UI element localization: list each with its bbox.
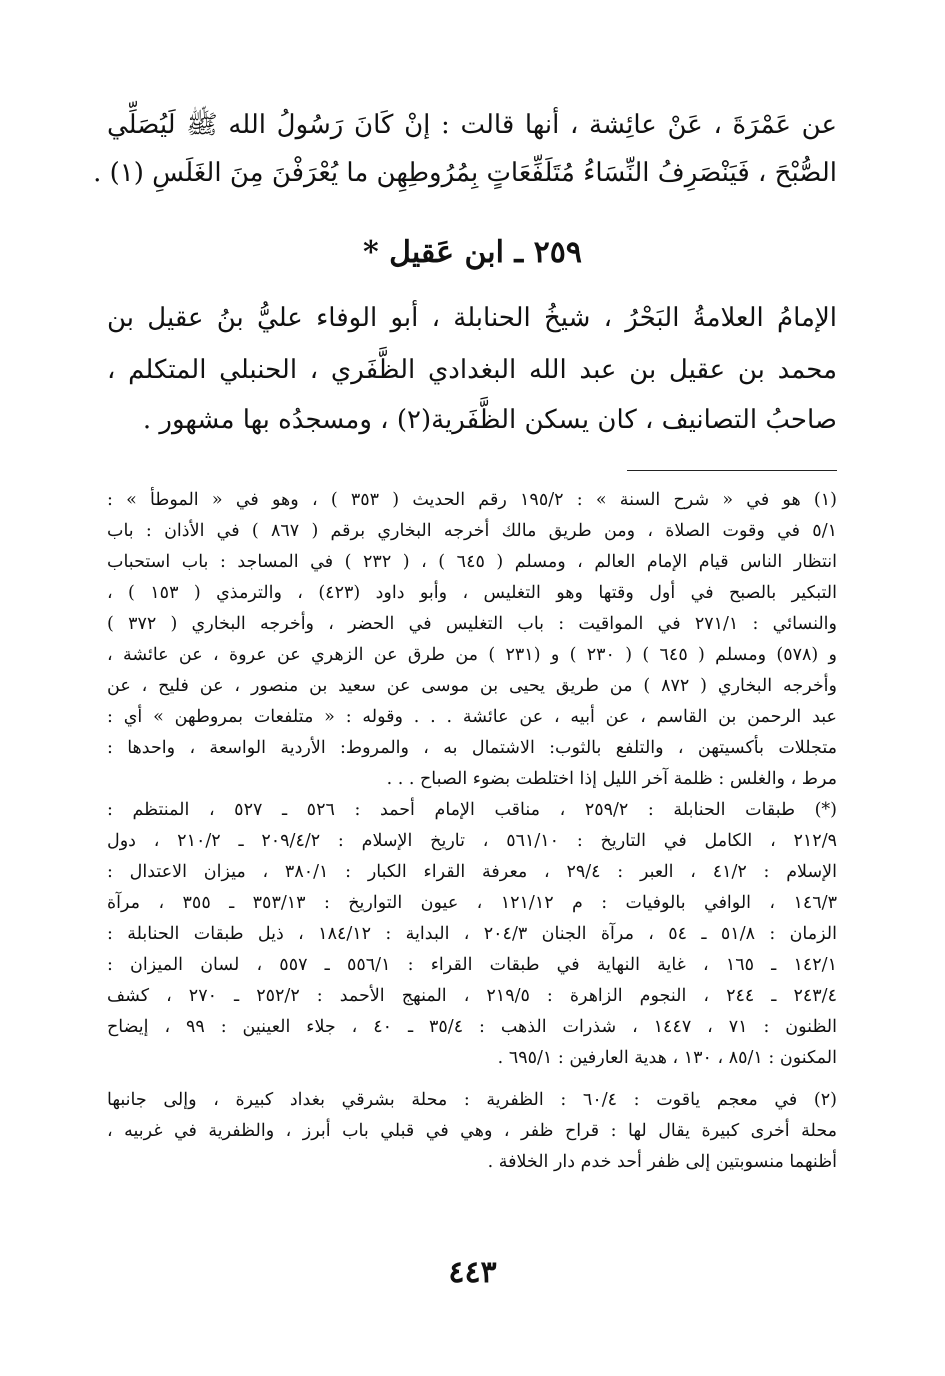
bio-line-3: صاحبُ التصانيف ، كان يسكن الظَّفَرية(٢) ، ومسجدُه بها مشهور . (142, 405, 837, 435)
footnote-line: محلة أخرى كبيرة يقال لها : قراح ظفر ، وهي في قبلي باب أبرز ، والظفرية في غربيه ، (107, 1121, 837, 1141)
footnote-line: مرط ، والغلس : ظلمة آخر الليل إذا اختلطت بضوء الصباح . . . (386, 769, 837, 789)
section-heading: ٢٥٩ ـ ابن عَقيل * (363, 235, 582, 270)
intro-line-1: عن عَمْرَةَ ، عَنْ عائِشة ، أنها قالت : إنْ كَانَ رَسُولُ الله ﷺ لَيُصَلِّي (107, 110, 837, 140)
footnote-line: انتظار الناس قيام الإمام العالم ، ومسلم ( ٦٤٥ ) ، ( ٢٣٢ ) في المساجد : باب استحباب (107, 552, 837, 572)
footnote-line: (*) طبقات الحنابلة : ٢٥٩/٢ ، مناقب الإمام أحمد : ٥٢٦ ـ ٥٢٧ ، المنتظم : (107, 800, 837, 820)
footnote-line: عبد الرحمن بن القاسم ، عن أبيه ، عن عائشة . . . وقوله : « متلفعات بمروطهن » أي : (107, 707, 837, 727)
footnote-line: و (٥٧٨) ومسلم ( ٦٤٥ ) ( ٢٣٠ ) و (٢٣١ ) من طرق عن الزهري عن عروة ، عن عائشة ، (107, 645, 837, 665)
footnote-line: المكنون : ٨٥/١ ، ١٣٠ ، هدية العارفين : ٦٩٥/١ . (497, 1048, 837, 1068)
page-number: ٤٤٣ (448, 1255, 497, 1290)
bio-line-1: الإمامُ العلامةُ البَحْرُ ، شيخُ الحنابلة ، أبو الوفاء عليُّ بنُ عقيل بن (107, 303, 837, 333)
footnote-separator (627, 470, 837, 471)
footnote-line: وأخرجه البخاري ( ٨٧٢ ) من طريق يحيى بن موسى عن سعيد بن منصور ، عن فليح ، عن (107, 676, 837, 696)
footnote-line: ٢٤٣/٤ ـ ٢٤٤ ، النجوم الزاهرة : ٢١٩/٥ ، المنهج الأحمد : ٢٥٢/٢ ـ ٢٧٠ ، كشف (107, 986, 837, 1006)
footnote-line: ١٤٦/٣ ، الوافي بالوفيات : م ١٢١/١٢ ، عيون التواريخ : ٣٥٣/١٣ ـ ٣٥٥ ، مرآة (107, 893, 837, 913)
footnote-line: أظنهما منسوبتين إلى ظفر أحد خدم دار الخلافة . (487, 1152, 837, 1172)
footnote-line: (١) هو في « شرح السنة » : ١٩٥/٢ رقم الحديث ( ٣٥٣ ) ، وهو في « الموطأ » : (107, 490, 837, 510)
intro-line-2: الصُّبْحَ ، فَيَنْصَرِفُ النِّسَاءُ مُتَلَفِّعَاتٍ بِمُرُوطِهِن ما يُعْرَفْنَ مِنَ الغَلَسِ (١) . (93, 158, 837, 188)
footnote-line: متجللات بأكسيتهن ، والتلفع بالثوب: الاشتمال به ، والمروط: الأردية الواسعة ، واحدها : (107, 738, 837, 758)
footnote-line: التبكير بالصبح في أول وقتها وهو التغليس ، وأبو داود (٤٢٣) ، والترمذي ( ١٥٣ ) ، (107, 583, 837, 603)
footnote-line: والنسائي : ٢٧١/١ في المواقيت : باب التغليس في الحضر ، وأخرجه البخاري ( ٣٧٢ ) (107, 614, 837, 634)
footnote-line: ١٤٢/١ ـ ١٦٥ ، غاية النهاية في طبقات القراء : ٥٥٦/١ ـ ٥٥٧ ، لسان الميزان : (107, 955, 837, 975)
bio-line-2: محمد بن عقيل بن عبد الله البغدادي الظَّفَري ، الحنبلي المتكلم ، (107, 355, 837, 385)
footnote-line: الزمان : ٥١/٨ ـ ٥٤ ، مرآة الجنان ٢٠٤/٣ ، البداية : ١٨٤/١٢ ، ذيل طبقات الحنابلة : (107, 924, 837, 944)
footnote-line: الظنون : ٧١ ، ١٤٤٧ ، شذرات الذهب : ٣٥/٤ ـ ٤٠ ، جلاء العينين : ٩٩ ، إيضاح (107, 1017, 838, 1037)
footnote-line: الإسلام : ٤١/٢ ، العبر : ٢٩/٤ ، معرفة القراء الكبار : ٣٨٠/١ ، ميزان الاعتدال : (107, 862, 837, 882)
footnote-line: ٥/١ في وقوت الصلاة ، ومن طريق مالك أخرجه البخاري برقم ( ٨٦٧ ) في الأذان : باب (107, 521, 837, 541)
footnote-line: (٢) في معجم ياقوت : ٦٠/٤ : الظفرية : محلة بشرقي بغداد كبيرة ، وإلى جانبها (107, 1090, 837, 1110)
footnote-line: ٢١٢/٩ ، الكامل في التاريخ : ٥٦١/١٠ ، تاريخ الإسلام : ٢٠٩/٤/٢ ـ ٢١٠/٢ ، دول (107, 831, 837, 851)
